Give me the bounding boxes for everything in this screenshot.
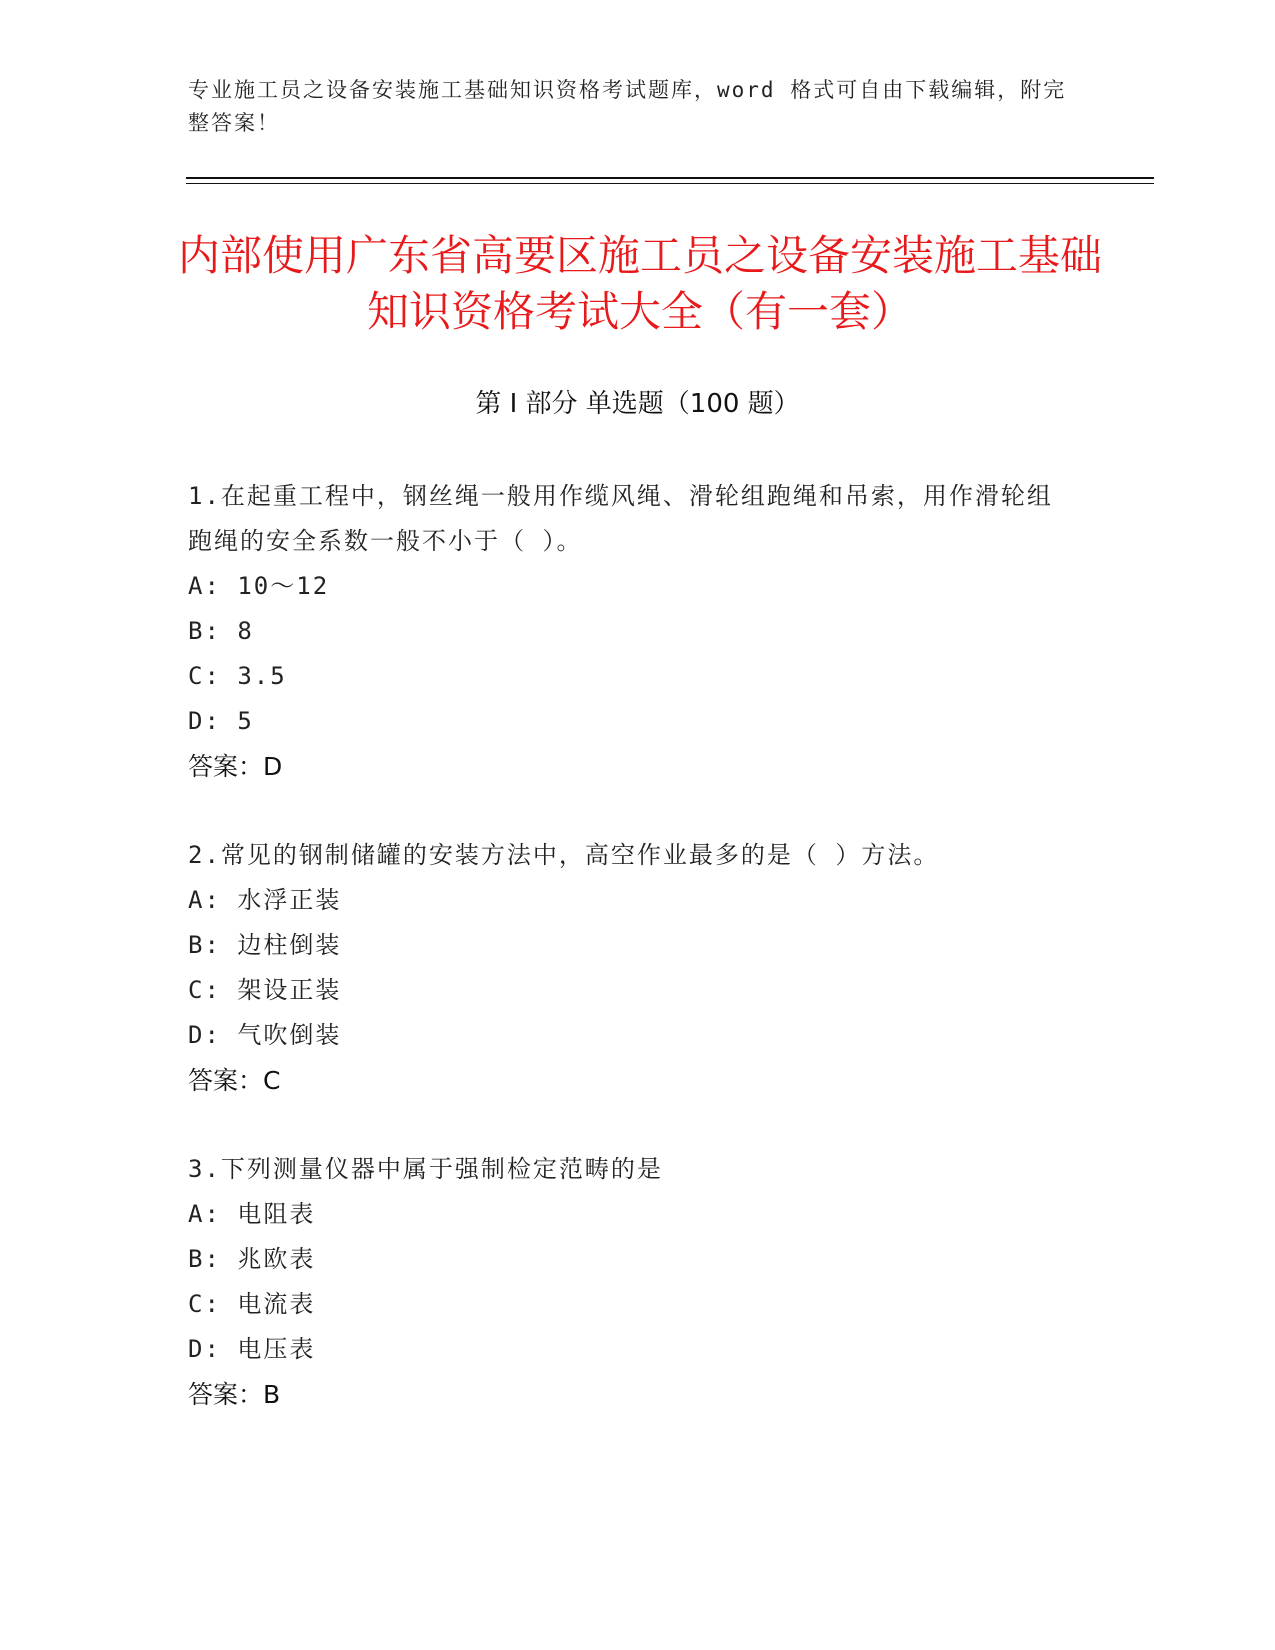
option-d: D: 5 (188, 707, 254, 735)
question-list (188, 474, 1068, 1461)
header-divider-thin (186, 183, 1154, 184)
question-1 (188, 474, 1068, 789)
section-title: 第 I 部分 单选题（100 题） (475, 389, 800, 419)
option-c: C: 3.5 (188, 662, 287, 690)
option-d: D: 电压表 (188, 1335, 316, 1363)
header-note: 专业施工员之设备安装施工基础知识资格考试题库，word 格式可自由下载编辑，附完整答案！ (188, 78, 1067, 135)
answer: 答案：C (188, 1066, 281, 1095)
option-c: C: 电流表 (188, 1290, 316, 1318)
question-stem: 1.在起重工程中，钢丝绳一般用作缆风绳、滑轮组跑绳和吊索，用作滑轮组跑绳的安全系数一般不小于（ ）。 (188, 482, 1053, 555)
document-title: 内部使用广东省高要区施工员之设备安装施工基础知识资格考试大全（有一套） (177, 231, 1102, 336)
question-stem: 3.下列测量仪器中属于强制检定范畴的是 (188, 1155, 663, 1183)
header-divider-thick (186, 177, 1154, 179)
answer: 答案：D (188, 752, 283, 781)
option-b: B: 兆欧表 (188, 1245, 316, 1273)
option-d: D: 气吹倒装 (188, 1021, 342, 1049)
option-a: A: 电阻表 (188, 1200, 316, 1228)
question-stem: 2.常见的钢制储罐的安装方法中，高空作业最多的是（ ）方法。 (188, 841, 940, 869)
option-c: C: 架设正装 (188, 976, 342, 1004)
option-b: B: 8 (188, 617, 254, 645)
answer: 答案：B (188, 1380, 281, 1409)
option-a: A: 10～12 (188, 572, 330, 600)
option-a: A: 水浮正装 (188, 886, 342, 914)
question-2 (188, 833, 1068, 1103)
option-b: B: 边柱倒装 (188, 931, 342, 959)
question-3 (188, 1147, 1068, 1417)
